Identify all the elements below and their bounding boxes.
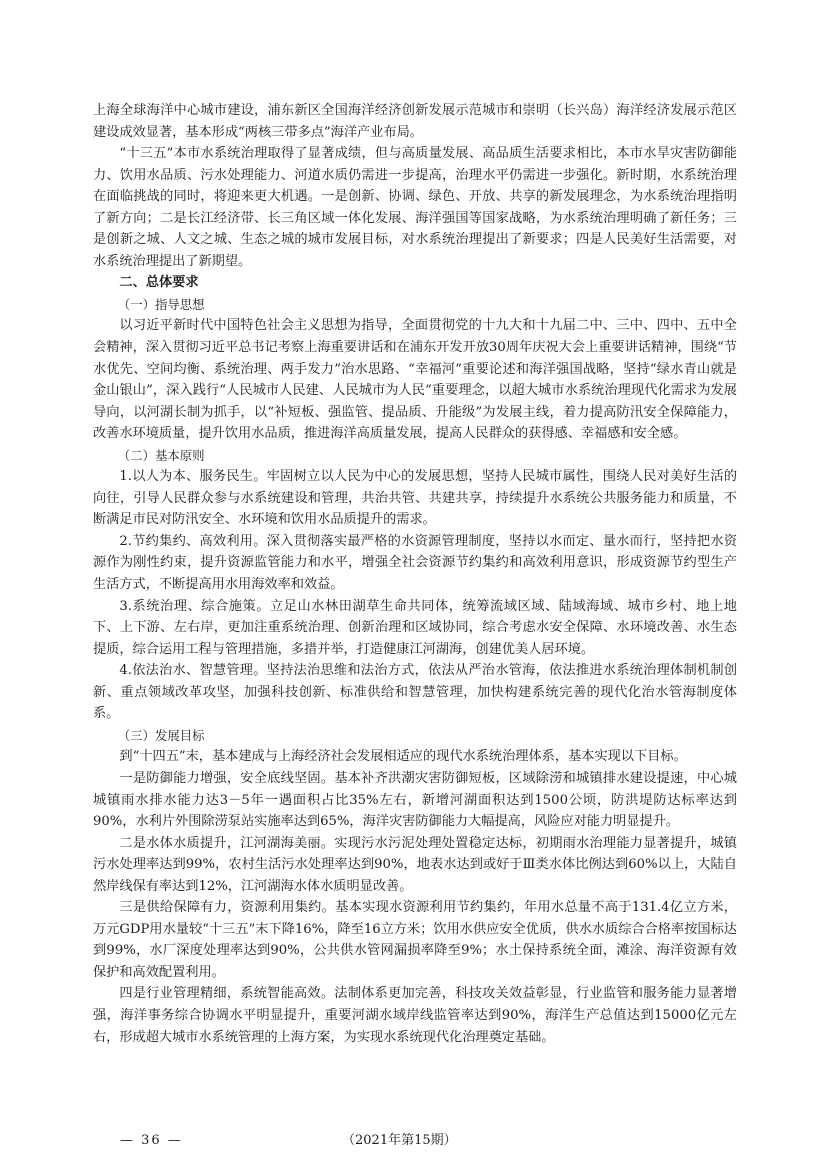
page-number: — 36 — xyxy=(120,1133,183,1148)
body-paragraph: 一是防御能力增强，安全底线坚固。基本补齐洪潮灾害防御短板，区域除涝和城镇排水建设提速，中心城城镇雨水排水能力达3－5年一遇面积占比35%左右，新增河湖面积达到1500公顷，防洪堤防达标率达到90%，水利片外围除涝泵站实施率达到65%，海洋灾害防御能力大幅提高，风险应对能力明显提升。 xyxy=(93,770,737,830)
issue-label: （2021年第15期） xyxy=(342,1133,457,1148)
section-heading: 二、总体要求 xyxy=(119,275,199,291)
body-paragraph: 1.以人为本、服务民生。牢固树立以人民为中心的发展思想，坚持人民城市属性，围绕人民对美好生活的向往，引导人民群众参与水系统建设和管理，共治共管、共建共享，持续提升水系统公共服务能力和质量，不断满足市民对防汛安全、水环境和饮用水品质提升的需求。 xyxy=(93,469,737,528)
body-paragraph: 以习近平新时代中国特色社会主义思想为指导，全面贯彻党的十九大和十九届二中、三中、四中、五中全会精神，深入贯彻习近平总书记考察上海重要讲话和在浦东开发开放30周年庆祝大会上重要讲话精神，围绕“节水优先、空间均衡、系统治理、两手发力”治水思路、“幸福河”重要论述和海洋强国战略，坚持“绿水青山就是金山银山”，深入践行“人民城市人民建、人民城市为人民”重要理念，以超大城市水系统治理现代化需求为发展导向，以河湖长制为抓手，以“补短板、强监管、提品质、升能级”为发展主线，着力提高防汛安全保障能力，改善水环境质量，提升饮用水品质，推进海洋高质量发展，提高人民群众的获得感、幸福感和安全感。 xyxy=(93,318,737,442)
body-paragraph: 2.节约集约、高效利用。深入贯彻落实最严格的水资源管理制度，坚持以水而定、量水而行，坚持把水资源作为刚性约束，提升资源监管能力和水平，增强全社会资源节约集约和高效利用意识，形成资源节约型生产生活方式，不断提高用水用海效率和效益。 xyxy=(93,533,737,593)
subsection-heading: （二）基本原则 xyxy=(117,447,205,463)
body-paragraph: 4.依法治水、智慧管理。坚持法治思维和法治方式，依法从严治水管海，依法推进水系统治理体制机制创新、重点领域改革攻坚，加强科技创新、标准供给和智慧管理，加快构建系统完善的现代化治水管海制度体系。 xyxy=(93,663,737,722)
body-paragraph: 到“十四五”末，基本建成与上海经济社会发展相适应的现代水系统治理体系，基本实现以下目标。 xyxy=(119,749,687,765)
body-paragraph: 四是行业管理精细，系统智能高效。法制体系更加完善，科技攻关效益彰显，行业监管和服务能力显著增强，海洋事务综合协调水平明显提升，重要河湖水域岸线监管率达到90%，海洋生产总值达到15000亿元左右，形成超大城市水系统管理的上海方案，为实现水系统现代化治理奠定基础。 xyxy=(93,986,737,1045)
body-paragraph: 二是水体水质提升，江河湖海美丽。实现污水污泥处理处置稳定达标，初期雨水治理能力显著提升，城镇污水处理率达到99%，农村生活污水处理率达到90%，地表水达到或好于Ⅲ类水体比例达到60%以上，大陆自然岸线保有率达到12%，江河湖海水体水质明显改善。 xyxy=(93,835,737,894)
body-paragraph: 3.系统治理、综合施策。立足山水林田湖草生命共同体，统筹流域区域、陆域海域、城市乡村、地上地下、上下游、左右岸，更加注重系统治理、创新治理和区域协同，综合考虑水安全保障、水环境改善、水生态提质，综合运用工程与管理措施，多措并举，打造健康江河湖海，创建优美人居环境。 xyxy=(93,598,737,657)
article-body xyxy=(93,100,737,1048)
subsection-heading: （三）发展目标 xyxy=(117,727,205,743)
body-paragraph: 上海全球海洋中心城市建设，浦东新区全国海洋经济创新发展示范城市和崇明（长兴岛）海洋经济发展示范区建设成效显著，基本形成“两核三带多点”海洋产业布局。 xyxy=(93,103,737,140)
subsection-heading: （一）指导思想 xyxy=(117,296,205,312)
page-footer xyxy=(93,1131,737,1151)
body-paragraph: 三是供给保障有力，资源利用集约。基本实现水资源利用节约集约，年用水总量不高于131.4亿立方米，万元GDP用水量较“十三五”末下降16%，降至16立方米；饮用水供应安全优质，供水水质综合合格率按国标达到99%，水厂深度处理率达到90%，公共供水管网漏损率降至9%；水土保持系统全面，滩涂、海洋资源有效保护和高效配置利用。 xyxy=(93,900,737,980)
body-paragraph: “十三五”本市水系统治理取得了显著成绩，但与高质量发展、高品质生活要求相比，本市水旱灾害防御能力、饮用水品质、污水处理能力、河道水质仍需进一步提高，治理水平仍需进一步强化。新时期，水系统治理在面临挑战的同时，将迎来更大机遇。一是创新、协调、绿色、开放、共享的新发展理念，为水系统治理指明了新方向；二是长江经济带、长三角区域一体化发展、海洋强国等国家战略，为水系统治理明确了新任务；三是创新之城、人文之城、生态之城的城市发展目标，对水系统治理提出了新要求；四是人民美好生活需要，对水系统治理提出了新期望。 xyxy=(93,146,737,269)
